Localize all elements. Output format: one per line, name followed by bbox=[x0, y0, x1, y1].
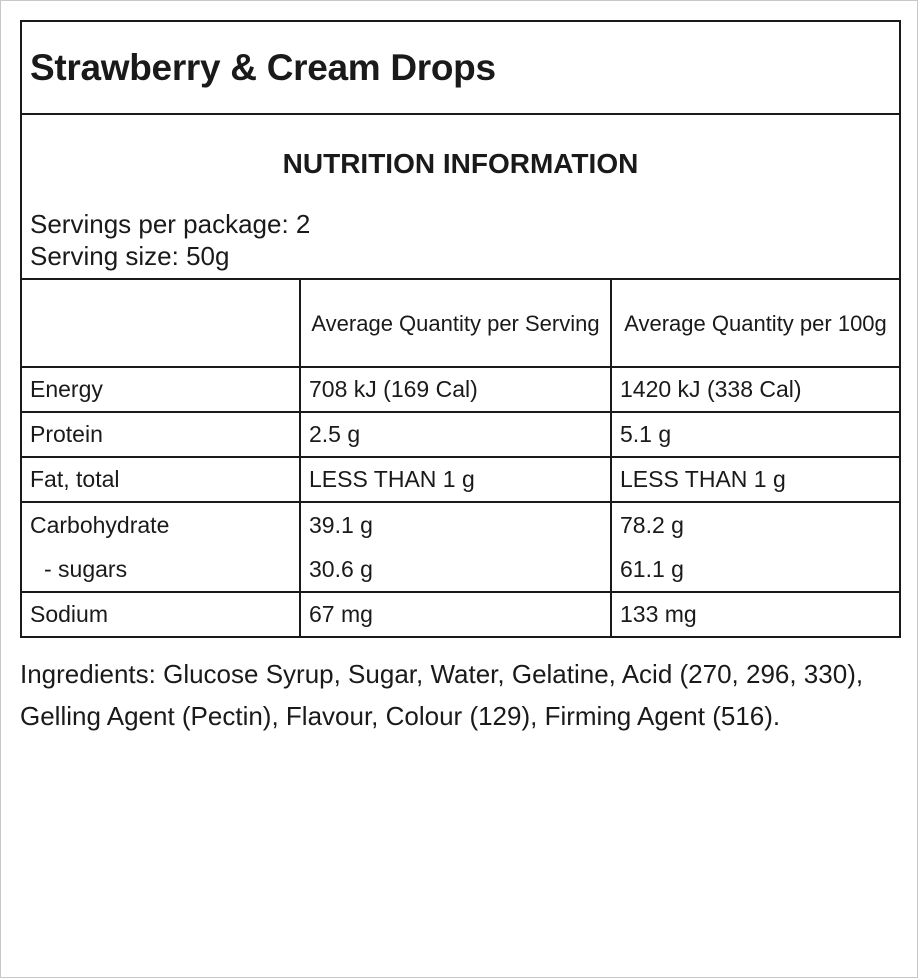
per-100g-value: 1420 kJ (338 Cal) bbox=[611, 367, 899, 412]
nutrition-table bbox=[22, 280, 899, 636]
sub-per-100g-value: 61.1 g bbox=[620, 556, 684, 582]
table-row-protein bbox=[22, 412, 899, 457]
per-100g-value: 133 mg bbox=[611, 592, 899, 636]
sub-per-serving-value: 30.6 g bbox=[309, 556, 373, 582]
row-label-cell bbox=[22, 502, 300, 592]
per-serving-value: 2.5 g bbox=[300, 412, 611, 457]
header-per-serving: Average Quantity per Serving bbox=[300, 280, 611, 367]
header-per-100g: Average Quantity per 100g bbox=[611, 280, 899, 367]
serving-size: Serving size: 50g bbox=[30, 241, 230, 271]
per-100g-cell bbox=[611, 502, 899, 592]
per-serving-value: 708 kJ (169 Cal) bbox=[300, 367, 611, 412]
product-title: Strawberry & Cream Drops bbox=[22, 22, 899, 115]
sub-row-label: - sugars bbox=[44, 556, 128, 582]
per-serving-value: 39.1 g bbox=[309, 512, 373, 538]
table-row-fat-total bbox=[22, 457, 899, 502]
per-100g-value: 78.2 g bbox=[620, 512, 684, 538]
table-row-energy bbox=[22, 367, 899, 412]
per-100g-value: 5.1 g bbox=[611, 412, 899, 457]
table-row-sodium bbox=[22, 592, 899, 636]
table-row-carbohydrate bbox=[22, 502, 899, 592]
row-label: Sodium bbox=[22, 592, 300, 636]
table-header-row bbox=[22, 280, 899, 367]
per-100g-value: LESS THAN 1 g bbox=[611, 457, 899, 502]
nutrition-info-block bbox=[22, 115, 899, 280]
row-label: Fat, total bbox=[22, 457, 300, 502]
serving-details bbox=[30, 208, 310, 272]
per-serving-value: 67 mg bbox=[300, 592, 611, 636]
ingredients-text: Ingredients: Glucose Syrup, Sugar, Water, Gelatine, Acid (270, 296, 330), Gelling Agent (Pectin), Flavour, Colour (129), Firming Agent (516). bbox=[20, 659, 864, 731]
row-label: Protein bbox=[22, 412, 300, 457]
row-label: Carbohydrate bbox=[30, 512, 170, 538]
per-serving-value: LESS THAN 1 g bbox=[300, 457, 611, 502]
nutrition-heading: NUTRITION INFORMATION bbox=[282, 148, 639, 179]
nutrition-panel bbox=[20, 20, 901, 638]
row-label: Energy bbox=[22, 367, 300, 412]
header-blank bbox=[22, 280, 300, 367]
per-serving-cell bbox=[300, 502, 611, 592]
servings-per-package: Servings per package: 2 bbox=[30, 209, 311, 239]
